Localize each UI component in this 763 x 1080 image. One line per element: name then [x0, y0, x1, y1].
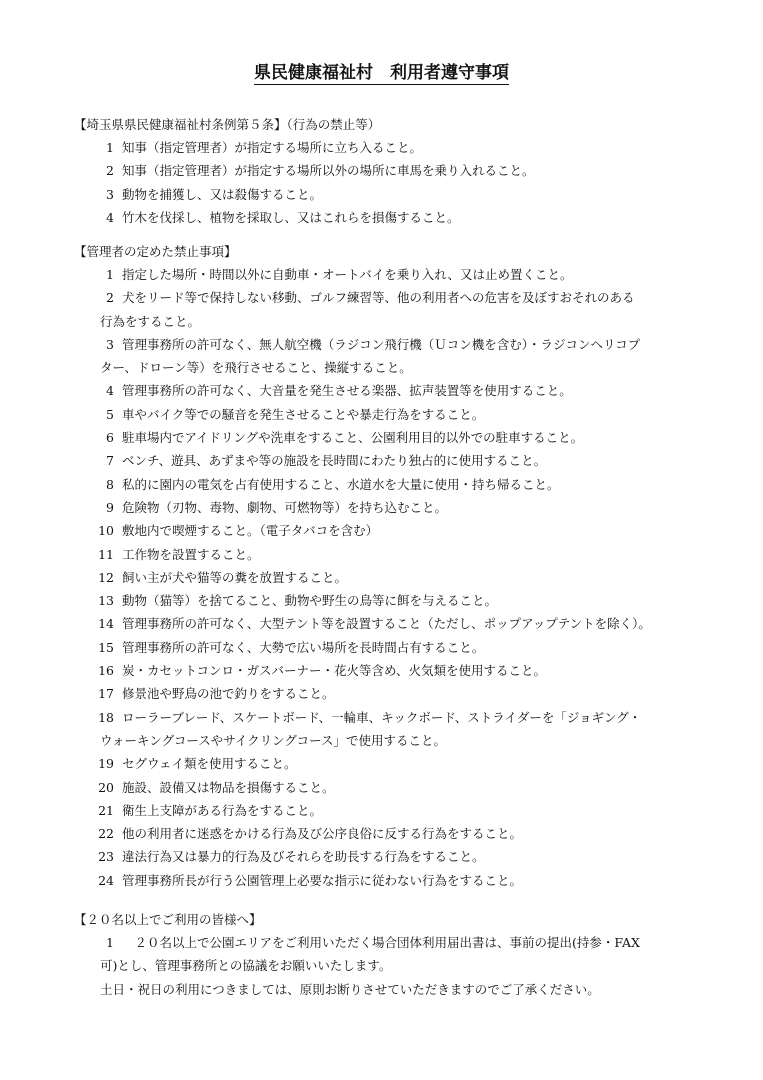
list-item	[74, 799, 714, 822]
item-text: 知事（指定管理者）が指定する場所以外の場所に車馬を乗り入れること。	[122, 163, 535, 179]
list-item	[74, 589, 714, 612]
item-number: 20	[98, 779, 114, 795]
item-number: 23	[98, 849, 114, 865]
item-continuation: ウォーキングコースやサイクリングコース」で使用すること。	[100, 732, 447, 748]
item-text: 管理事務所の許可なく、大型テント等を設置すること（ただし、ポップアップテントを除く）。	[122, 616, 651, 632]
item-text: ２０名以上で公園エリアをご利用いただく場合団体利用届出書は、事前の提出(持参・FAX	[122, 935, 640, 950]
item-text: セグウェイ類を使用すること。	[122, 756, 297, 772]
item-text: 私的に園内の電気を占有使用すること、水道水を大量に使用・持ち帰ること。	[122, 476, 560, 492]
item-number: 7	[106, 453, 114, 469]
list-item	[74, 183, 714, 206]
item-text: 違法行為又は暴力的行為及びそれらを助長する行為をすること。	[122, 849, 485, 865]
item-number: 3	[106, 186, 114, 202]
item-text: 駐車場内でアイドリングや洗車をすること、公園利用目的以外での駐車すること。	[122, 430, 584, 446]
section-manager-rules	[74, 240, 714, 892]
item-continuation: 可)とし、管理事務所との協議をお願いいたします。	[100, 958, 392, 974]
list-item	[74, 869, 714, 892]
item-number: 22	[98, 826, 114, 842]
item-continuation: 行為をすること。	[100, 313, 201, 329]
list-item	[74, 159, 714, 182]
list-item	[74, 543, 714, 566]
list-item	[74, 136, 714, 159]
section-group-usage	[74, 908, 714, 1001]
item-text: 管理事務所の許可なく、大音量を発生させる楽器、拡声装置等を使用すること。	[122, 383, 572, 399]
list-item	[74, 752, 714, 775]
list-item	[74, 519, 714, 542]
item-text: 衛生上支障がある行為をすること。	[122, 802, 323, 818]
section-heading: 【２０名以上でご利用の皆様へ】	[74, 912, 262, 927]
section-ordinance	[74, 113, 714, 229]
item-text: 車やバイク等での騒音を発生させることや暴走行為をすること。	[122, 406, 485, 422]
document-title-text: 県民健康福祉村 利用者遵守事項	[254, 63, 509, 83]
item-text: 炭・カセットコンロ・ガスバーナー・花火等含め、火気類を使用すること。	[122, 663, 547, 679]
item-number: 19	[98, 756, 114, 772]
item-continuation: ター、ドローン等）を飛行させること、操縦すること。	[100, 360, 412, 376]
item-number: 1	[106, 935, 114, 950]
item-text: 竹木を伐採し、植物を採取し、又はこれらを損傷すること。	[122, 209, 460, 225]
item-number: 16	[98, 663, 114, 679]
item-number: 24	[98, 872, 114, 888]
list-item	[74, 845, 714, 868]
item-number: 1	[106, 267, 114, 282]
list-item	[74, 612, 714, 635]
item-number: 11	[98, 546, 114, 562]
item-text: 工作物を設置すること。	[122, 546, 260, 562]
list-item	[74, 706, 714, 729]
item-text: 他の利用者に迷惑をかける行為及び公序良俗に反する行為をすること。	[122, 826, 523, 842]
list-item	[74, 379, 714, 402]
section-heading: 【管理者の定めた禁止事項】	[74, 244, 237, 259]
item-text: ベンチ、遊具、あずまや等の施設を長時間にわたり独占的に使用すること。	[122, 453, 547, 469]
list-item	[74, 473, 714, 496]
list-item	[74, 403, 714, 426]
list-item	[74, 263, 714, 286]
item-text: 敷地内で喫煙すること。（電子タバコを含む）	[122, 523, 379, 539]
item-number: 13	[98, 593, 114, 609]
item-number: 4	[106, 383, 114, 399]
item-note: 土日・祝日の利用につきましては、原則お断りさせていただきますのでご了承ください。	[100, 981, 600, 997]
document-title	[0, 58, 763, 83]
item-text: 犬をリード等で保持しない移動、ゴルフ練習等、他の利用者への危害を及ぼすおそれのある	[122, 290, 635, 306]
item-text: ローラーブレード、スケートボード、一輪車、キックボード、ストライダーを「ジョギング・	[122, 709, 642, 725]
list-item	[74, 659, 714, 682]
item-number: 14	[98, 616, 114, 632]
list-item	[74, 682, 714, 705]
section-heading: 【埼玉県県民健康福祉村条例第５条】（行為の禁止等）	[74, 117, 381, 132]
item-text: 管理事務所の許可なく、大勢で広い場所を長時間占有すること。	[122, 639, 485, 655]
list-item	[74, 449, 714, 472]
item-number: 2	[106, 163, 114, 179]
list-item	[74, 636, 714, 659]
list-item	[74, 426, 714, 449]
item-number: 12	[98, 569, 114, 585]
item-text: 管理事務所の許可なく、無人航空機（ラジコン飛行機（Ｕコン機を含む）・ラジコンヘリコプ	[122, 336, 641, 352]
list-item	[74, 931, 714, 954]
item-text: 動物を捕獲し、又は殺傷すること。	[122, 186, 323, 202]
item-number: 18	[98, 709, 114, 725]
list-item	[74, 822, 714, 845]
item-text: 修景池や野鳥の池で釣りをすること。	[122, 686, 335, 702]
item-number: 1	[106, 140, 114, 155]
item-text: 施設、設備又は物品を損傷すること。	[122, 779, 335, 795]
list-item	[74, 206, 714, 229]
list-item	[74, 333, 714, 356]
list-item	[74, 566, 714, 589]
item-number: 15	[98, 639, 114, 655]
list-item	[74, 776, 714, 799]
list-item	[74, 496, 714, 519]
item-text: 飼い主が犬や猫等の糞を放置すること。	[122, 569, 348, 585]
item-text: 管理事務所長が行う公園管理上必要な指示に従わない行為をすること。	[122, 872, 523, 888]
item-number: 3	[106, 336, 114, 352]
item-text: 危険物（刃物、毒物、劇物、可燃物等）を持ち込むこと。	[122, 499, 448, 515]
item-number: 21	[98, 802, 114, 818]
item-number: 9	[106, 499, 114, 515]
item-text: 知事（指定管理者）が指定する場所に立ち入ること。	[122, 140, 423, 155]
item-number: 17	[98, 686, 114, 702]
item-text: 指定した場所・時間以外に自動車・オートバイを乗り入れ、又は止め置くこと。	[122, 267, 573, 282]
item-number: 4	[106, 209, 114, 225]
item-number: 8	[106, 476, 114, 492]
item-number: 6	[106, 430, 114, 446]
item-number: 2	[106, 290, 114, 306]
item-number: 5	[106, 406, 114, 422]
item-number: 10	[98, 523, 114, 539]
list-item	[74, 286, 714, 309]
item-text: 動物（猫等）を捨てること、動物や野生の鳥等に餌を与えること。	[122, 593, 498, 609]
